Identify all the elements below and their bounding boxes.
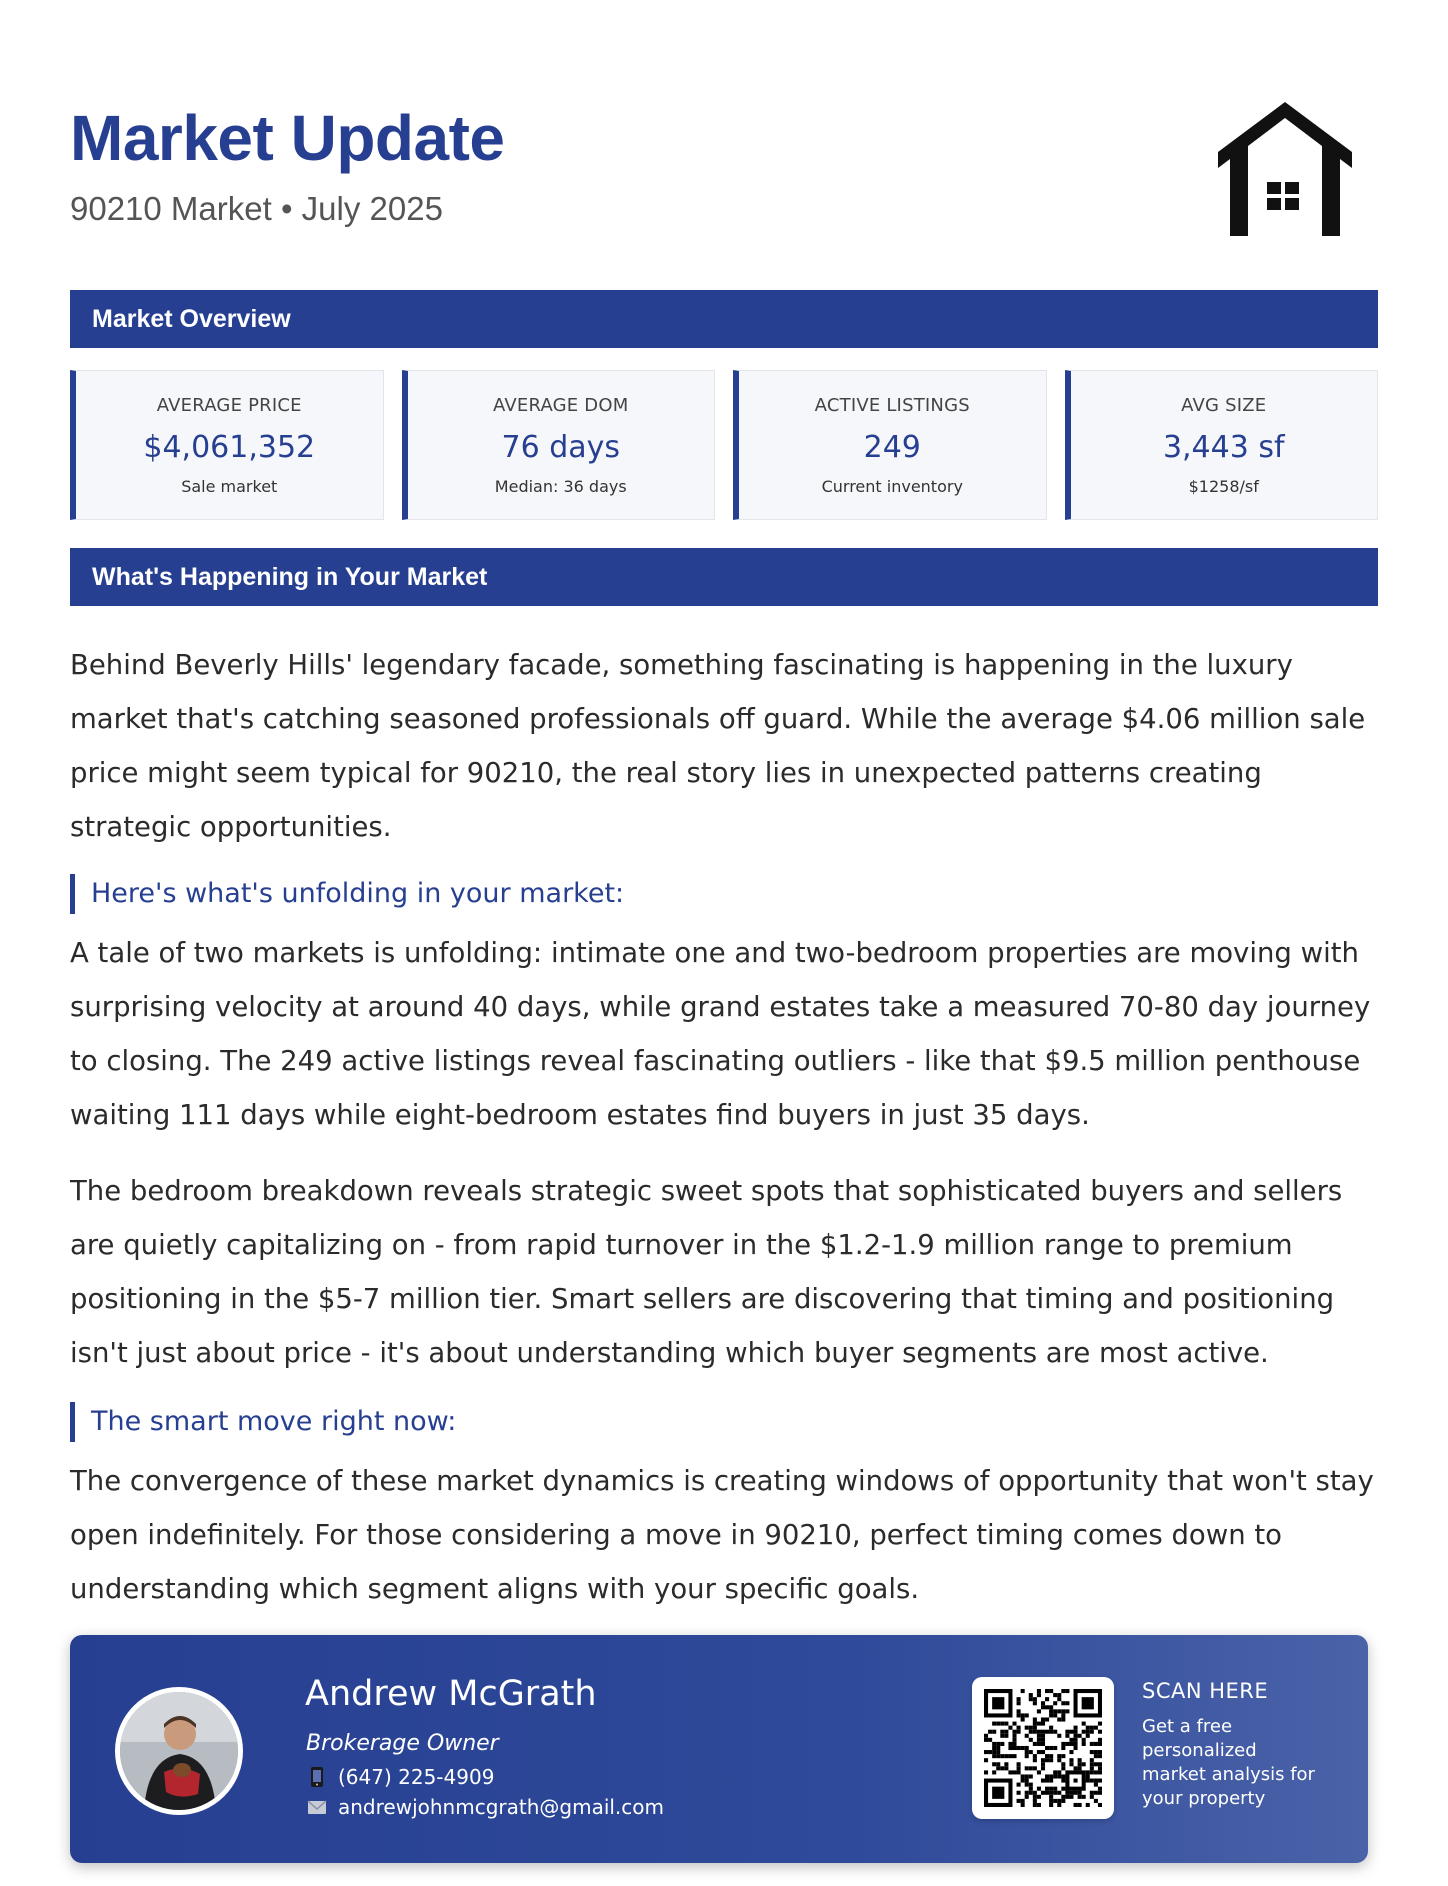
phone-icon — [306, 1766, 328, 1788]
stat-label: AVG SIZE — [1181, 394, 1267, 416]
agent-email[interactable] — [306, 1795, 664, 1819]
stat-card-avg-size — [1065, 370, 1379, 520]
agent-card — [70, 1635, 1368, 1863]
stat-sub: Median: 36 days — [494, 476, 627, 496]
stat-value: 76 days — [501, 429, 621, 465]
bedroom-paragraph: The bedroom breakdown reveals strategic sweet spots that sophisticated buyers and sellers are quietly capitalizing on - from rapid turnover in the $1.2-1.9 million range to premium positioning in the $5-7 million tier. Smart sellers are discovering that timing and positioning isn't just about price - it's about understanding which buyer segments are most active. — [70, 1175, 1343, 1369]
stat-sub: Sale market — [181, 476, 278, 496]
qr-code-icon — [984, 1689, 1102, 1807]
happening-heading: What's Happening in Your Market — [70, 548, 1378, 606]
agent-email-text: andrewjohnmcgrath@gmail.com — [338, 1795, 665, 1819]
stat-label: ACTIVE LISTINGS — [814, 394, 970, 416]
avatar — [115, 1687, 243, 1815]
stat-value: $4,061,352 — [143, 429, 316, 465]
stat-value: 3,443 sf — [1162, 429, 1285, 465]
mail-icon — [306, 1796, 328, 1818]
stat-sub: $1258/sf — [1188, 476, 1259, 496]
intro-paragraph: Behind Beverly Hills' legendary facade, something fascinating is happening in the luxury market that's catching seasoned professionals off guard. While the average $4.06 million sale price might seem typical for 90210, the real story lies in unexpected patterns creating strategic opportunities. — [70, 649, 1366, 843]
header — [70, 0, 1378, 290]
agent-name: Andrew McGrath — [305, 1674, 597, 1714]
stats-row — [70, 370, 1378, 520]
page-subtitle: 90210 Market • July 2025 — [70, 190, 443, 227]
stat-card-average-price — [70, 370, 384, 520]
convergence-paragraph: The convergence of these market dynamics is creating windows of opportunity that won't stay open indefinitely. For those considering a move in 90210, perfect timing comes down to understanding which segment aligns with your specific goals. — [70, 1465, 1374, 1605]
stat-label: AVERAGE PRICE — [156, 394, 302, 416]
agent-phone-text: (647) 225-4909 — [338, 1765, 495, 1789]
market-overview-heading: Market Overview — [70, 290, 1378, 348]
stat-label: AVERAGE DOM — [493, 394, 629, 416]
qr-code[interactable] — [972, 1677, 1114, 1819]
callout-unfolding: Here's what's unfolding in your market: — [70, 874, 1378, 914]
agent-role: Brokerage Owner — [306, 1731, 499, 1756]
stat-card-average-dom — [402, 370, 716, 520]
callout-smart-move: The smart move right now: — [70, 1402, 1378, 1442]
page-title: Market Update — [70, 102, 505, 174]
scan-description: Get a free personalized market analysis for your property — [1142, 1716, 1315, 1809]
scan-title: SCAN HERE — [1142, 1679, 1269, 1703]
tale-paragraph: A tale of two markets is unfolding: intimate one and two-bedroom properties are moving with surprising velocity at around 40 days, while grand estates take a measured 70-80 day journey to closing. The 249 active listings reveal fascinating outliers - like that $9.5 million penthouse waiting 111 days while eight-bedroom estates find buyers in just 35 days. — [70, 937, 1371, 1131]
house-icon — [1212, 96, 1358, 236]
stat-sub: Current inventory — [821, 476, 963, 496]
agent-phone[interactable] — [306, 1765, 494, 1789]
stat-value: 249 — [863, 429, 921, 465]
stat-card-active-listings — [733, 370, 1047, 520]
